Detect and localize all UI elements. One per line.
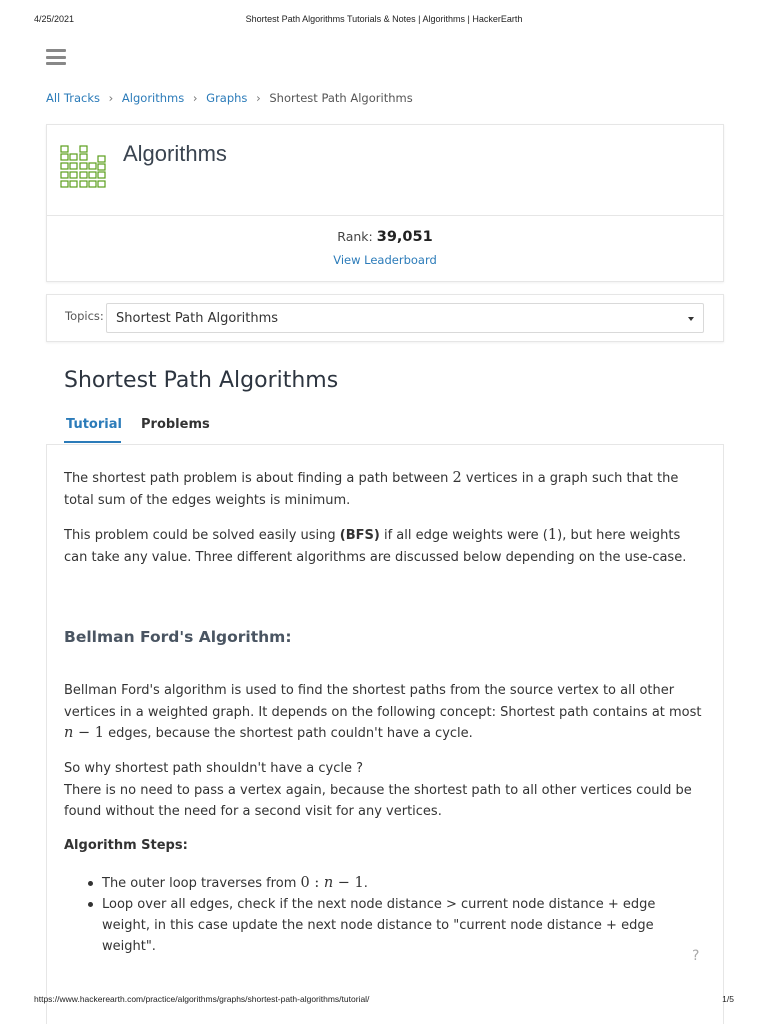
math-two: 2 — [452, 470, 462, 486]
print-url: https://www.hackerearth.com/practice/algorithms/graphs/shortest-path-algorithms/tutorial/ — [34, 994, 370, 1004]
math-zero: 0 — [300, 875, 310, 891]
cycle-paragraph — [64, 758, 704, 823]
intro-text-a: The shortest path problem is about finding a path between — [64, 471, 453, 486]
rank-display — [47, 229, 723, 245]
topics-label: Topics: — [65, 309, 104, 323]
print-footer — [0, 994, 768, 1008]
math-one: 1 — [547, 527, 558, 543]
math-range — [301, 875, 364, 891]
rank-value: 39,051 — [376, 229, 433, 245]
step1-text-a: The outer loop traverses from — [102, 876, 301, 891]
track-title: Algorithms — [123, 141, 227, 166]
chevron-right-icon: › — [192, 91, 198, 105]
leaderboard-link-wrap — [47, 253, 723, 267]
bfs-text-c: ), but here weights can take any value. Three different algorithms are discussed below depending on the use-case. — [64, 528, 687, 565]
algorithms-track-logo-icon — [60, 145, 106, 191]
track-card-header — [47, 125, 723, 216]
list-item: Loop over all edges, check if the next node distance > current node distance + edge weight, in this case update the next node distance to "current node distance + edge weight". — [102, 894, 702, 957]
topics-card — [46, 294, 724, 342]
track-card — [46, 124, 724, 282]
intro-paragraph — [64, 468, 704, 511]
math-minus-one: − 1 — [333, 875, 364, 891]
breadcrumb-graphs[interactable]: Graphs — [206, 91, 248, 105]
bfs-text-a: This problem could be solved easily using — [64, 528, 340, 543]
topics-select[interactable] — [106, 303, 704, 333]
bellman-text-b: edges, because the shortest path couldn't have a cycle. — [103, 726, 473, 741]
chevron-right-icon: › — [108, 91, 114, 105]
bellman-text-a: Bellman Ford's algorithm is used to find the shortest paths from the source vertex to all other vertices in a weighted graph. It depends on the following concept: Shortest path contains at most — [64, 683, 702, 720]
tab-problems[interactable]: Problems — [141, 417, 210, 432]
print-page-number: 1/5 — [722, 994, 734, 1004]
breadcrumb — [46, 91, 413, 105]
page-title: Shortest Path Algorithms — [64, 368, 339, 393]
step1-text-b: . — [363, 876, 368, 891]
print-date: 4/25/2021 — [34, 14, 75, 24]
caret-down-icon — [688, 317, 694, 321]
breadcrumb-all-tracks[interactable]: All Tracks — [46, 91, 100, 105]
cycle-question: So why shortest path shouldn't have a cycle ? — [64, 761, 363, 776]
tab-tutorial[interactable]: Tutorial — [64, 414, 121, 443]
help-question-icon[interactable]: ? — [692, 948, 700, 964]
math-minus-one: − 1 — [73, 725, 104, 741]
bfs-text-b: if all edge weights were ( — [379, 528, 548, 543]
hamburger-menu-icon[interactable] — [46, 49, 66, 65]
math-n: n — [323, 875, 334, 891]
breadcrumb-algorithms[interactable]: Algorithms — [121, 91, 185, 105]
breadcrumb-current: Shortest Path Algorithms — [269, 91, 413, 105]
bellman-ford-paragraph — [64, 680, 704, 745]
cycle-answer: There is no need to pass a vertex again, because the shortest path to all other vertices could be found without the need for a second visit for any vertices. — [64, 782, 692, 819]
list-item — [102, 873, 702, 894]
print-header — [0, 14, 768, 28]
bellman-ford-heading: Bellman Ford's Algorithm: — [64, 628, 292, 646]
rank-label: Rank: — [337, 229, 373, 244]
bfs-paragraph — [64, 525, 704, 568]
print-page-title: Shortest Path Algorithms Tutorials & Notes | Algorithms | HackerEarth — [245, 14, 523, 24]
math-n-minus-1 — [64, 725, 104, 741]
bfs-bold: (BFS) — [339, 528, 380, 543]
algorithm-steps-list — [102, 873, 702, 957]
topics-selected-value: Shortest Path Algorithms — [116, 311, 279, 326]
intro-text-b: vertices in a graph such that the total sum of the edges weights is minimum. — [64, 471, 679, 508]
chevron-right-icon: › — [256, 91, 261, 105]
math-colon: : — [309, 875, 324, 891]
math-n: n — [64, 725, 74, 741]
algorithm-steps-heading: Algorithm Steps: — [64, 838, 188, 853]
view-leaderboard-link[interactable]: View Leaderboard — [333, 253, 437, 267]
